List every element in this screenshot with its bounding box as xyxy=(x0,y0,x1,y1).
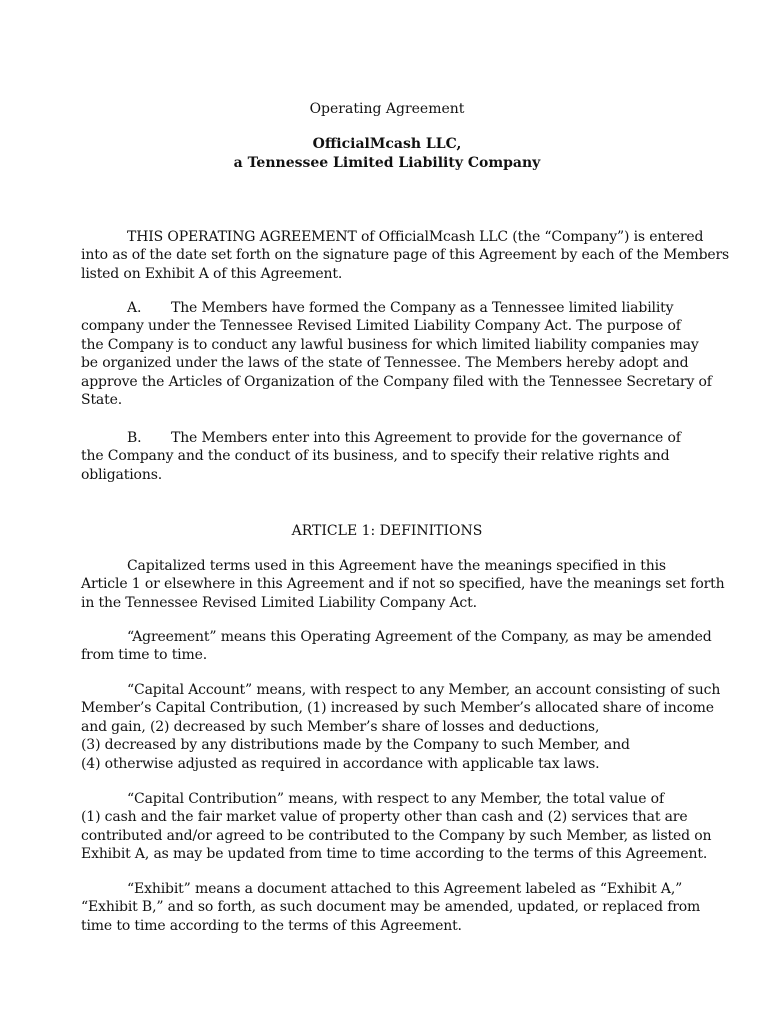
definition-agreement xyxy=(81,628,712,665)
recital-b xyxy=(81,429,693,484)
paragraph-line: company under the Tennessee Revised Limited Liability Company Act. The purpose of xyxy=(81,318,681,335)
paragraph-line: “Exhibit B,” and so forth, as such document may be amended, updated, or replaced from xyxy=(81,899,701,916)
paragraph-line: “Exhibit” means a document attached to this Agreement labeled as “Exhibit A,” xyxy=(127,881,683,897)
paragraph-line: Capitalized terms used in this Agreement have the meanings specified in this xyxy=(127,558,666,574)
paragraph-line: “Agreement” means this Operating Agreement of the Company, as may be amended xyxy=(127,629,712,645)
article-heading: ARTICLE 1: DEFINITIONS xyxy=(291,523,483,539)
paragraph-line: THIS OPERATING AGREEMENT of OfficialMcash LLC (the “Company”) is entered xyxy=(127,229,704,245)
paragraph-line: (1) cash and the fair market value of property other than cash and (2) services that are xyxy=(81,809,688,826)
paragraph-line: State. xyxy=(81,392,123,409)
definition-capital-account xyxy=(81,681,721,773)
recital-marker: A. xyxy=(127,300,142,316)
recital-a xyxy=(81,299,712,409)
company-type: a Tennessee Limited Liability Company xyxy=(233,155,541,171)
recital-marker: B. xyxy=(127,430,142,446)
paragraph-line: from time to time. xyxy=(81,647,208,664)
paragraph-line: the Company and the conduct of its business, and to specify their relative rights and xyxy=(81,448,670,465)
paragraph-line: obligations. xyxy=(81,466,163,483)
paragraph-line: time to time according to the terms of this Agreement. xyxy=(81,917,462,934)
paragraph-line xyxy=(81,429,693,447)
definitions-intro xyxy=(81,557,725,612)
paragraph-line: listed on Exhibit A of this Agreement. xyxy=(81,265,343,282)
paragraph-line: Member’s Capital Contribution, (1) increased by such Member’s allocated share of income xyxy=(81,700,714,717)
intro-paragraph xyxy=(81,228,730,283)
definition-exhibit xyxy=(81,880,701,935)
paragraph-line: “Capital Contribution” means, with respect to any Member, the total value of xyxy=(127,791,664,807)
paragraph-line: and gain, (2) decreased by such Member’s share of losses and deductions, xyxy=(81,718,600,735)
paragraph-line xyxy=(81,299,693,317)
document-title: Operating Agreement xyxy=(309,101,465,117)
paragraph-line: “Capital Account” means, with respect to any Member, an account consisting of such xyxy=(127,682,721,698)
paragraph-line: (3) decreased by any distributions made by the Company to such Member, and xyxy=(81,737,630,754)
paragraph-line: Article 1 or elsewhere in this Agreement and if not so specified, have the meanings set forth xyxy=(81,576,725,593)
paragraph-line: into as of the date set forth on the signature page of this Agreement by each of the Members xyxy=(81,247,730,264)
paragraph-line: Exhibit A, as may be updated from time to time according to the terms of this Agreement. xyxy=(81,846,708,863)
paragraph-line: approve the Articles of Organization of the Company filed with the Tennessee Secretary of xyxy=(81,373,712,390)
paragraph-line: (4) otherwise adjusted as required in accordance with applicable tax laws. xyxy=(81,755,600,772)
recital-text: The Members have formed the Company as a Tennessee limited liability xyxy=(171,300,674,316)
company-heading xyxy=(81,135,693,173)
paragraph-line: contributed and/or agreed to be contributed to the Company by such Member, as listed on xyxy=(81,827,712,844)
company-name: OfficialMcash LLC, xyxy=(312,136,462,152)
recital-text: The Members enter into this Agreement to provide for the governance of xyxy=(171,430,681,446)
paragraph-line: in the Tennessee Revised Limited Liability Company Act. xyxy=(81,594,477,611)
paragraph-line: the Company is to conduct any lawful business for which limited liability companies may xyxy=(81,336,699,353)
paragraph-line: be organized under the laws of the state of Tennessee. The Members hereby adopt and xyxy=(81,355,689,372)
definition-capital-contribution xyxy=(81,790,712,864)
